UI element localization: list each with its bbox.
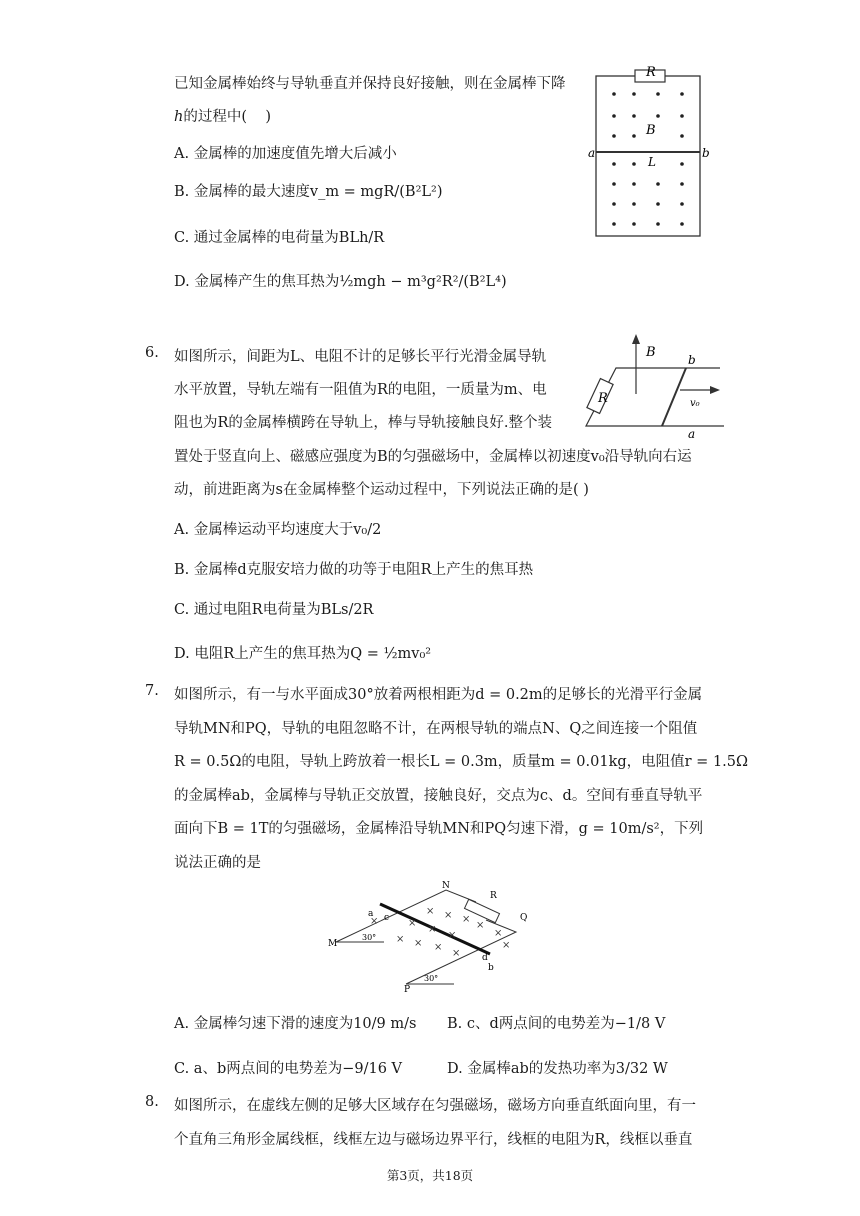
q7-figure-label-M: M (328, 939, 338, 949)
q7-figure-label-N: N (442, 881, 450, 891)
q5-figure-rail-diagram (588, 60, 712, 240)
q7-option-c: C. a、b两点间的电势差为−9/16 V (174, 1061, 403, 1077)
q7-figure-label-b: b (488, 963, 494, 973)
svg-text:×: × (444, 910, 453, 921)
q6-figure-label-b: b (688, 353, 696, 367)
q5-option-b: B. 金属棒的最大速度v_m = mgR/(B²L²) (174, 184, 443, 200)
q7-figure-label-a: a (368, 909, 374, 919)
svg-text:×: × (426, 906, 435, 917)
q5-figure-label-b: b (702, 146, 710, 160)
q5-stem-line-2: h的过程中( ) (174, 109, 272, 125)
page-footer: 第3页，共18页 (386, 1168, 474, 1183)
svg-text:×: × (448, 930, 457, 941)
q8-number: 8. (145, 1094, 159, 1110)
q7-option-d: D. 金属棒ab的发热功率为3/32 W (447, 1061, 668, 1077)
svg-text:×: × (502, 940, 511, 951)
q7-option-a: A. 金属棒匀速下滑的速度为10/9 m/s (174, 1016, 417, 1032)
q7-stem-line-2: 导轨MN和PQ，导轨的电阻忽略不计，在两根导轨的端点N、Q之间连接一个阻值 (174, 721, 698, 737)
q7-number: 7. (145, 683, 159, 699)
svg-text:×: × (370, 916, 379, 927)
svg-text:×: × (434, 942, 443, 953)
svg-text:×: × (414, 938, 423, 949)
svg-text:×: × (428, 924, 437, 935)
q6-stem-line-3: 阻也为R的金属棒横跨在导轨上，棒与导轨接触良好.整个装 (174, 415, 553, 431)
q5-option-a: A. 金属棒的加速度值先增大后减小 (174, 146, 397, 162)
q5-option-d: D. 金属棒产生的焦耳热为½mgh − m³g²R²/(B²L⁴) (174, 274, 507, 290)
q5-figure-label-a: a (588, 146, 596, 160)
q6-stem-line-5: 动，前进距离为s在金属棒整个运动过程中，下列说法正确的是( ) (174, 482, 589, 498)
q7-stem-line-4: 的金属棒ab，金属棒与导轨正交放置，接触良好，交点为c、d。空间有垂直导轨平 (174, 788, 703, 804)
q7-figure-label-d: d (482, 953, 488, 963)
svg-text:×: × (452, 948, 461, 959)
q7-figure-label-R: R (490, 891, 497, 901)
svg-text:×: × (462, 914, 471, 925)
q7-stem-line-6: 说法正确的是 (174, 855, 261, 871)
svg-text:×: × (476, 920, 485, 931)
q8-stem-line-1: 如图所示，在虚线左侧的足够大区域存在匀强磁场，磁场方向垂直纸面向里，有一 (174, 1098, 696, 1114)
q5-figure-label-L: L (648, 155, 656, 169)
q7-figure-angle-bottom: 30° (424, 974, 439, 983)
q7-figure-angle-top: 30° (362, 933, 377, 942)
q6-figure-label-R: R (598, 391, 608, 406)
q6-option-b: B. 金属棒d克服安培力做的功等于电阻R上产生的焦耳热 (174, 562, 534, 578)
q6-stem-line-2: 水平放置，导轨左端有一阻值为R的电阻，一质量为m、电 (174, 382, 547, 398)
svg-text:×: × (396, 934, 405, 945)
q5-option-c: C. 通过金属棒的电荷量为BLh/R (174, 230, 385, 246)
q5-stem-line-1: 已知金属棒始终与导轨垂直并保持良好接触，则在金属棒下降 (174, 76, 566, 92)
svg-text:×: × (494, 928, 503, 939)
q5-figure-label-R: R (646, 65, 656, 80)
q7-option-b: B. c、d两点间的电势差为−1/8 V (447, 1016, 666, 1032)
q7-figure-label-Q: Q (520, 913, 528, 923)
q6-figure-label-a: a (688, 427, 696, 438)
q7-figure-label-P: P (404, 985, 411, 994)
q6-option-d: D. 电阻R上产生的焦耳热为Q = ½mv₀² (174, 646, 432, 662)
q7-stem-line-1: 如图所示，有一与水平面成30°放着两根相距为d = 0.2m的足够长的光滑平行金属 (174, 687, 703, 703)
q7-stem-line-5: 面向下B = 1T的匀强磁场，金属棒沿导轨MN和PQ匀速下滑，g = 10m/s²，下列 (174, 821, 704, 837)
svg-text:×: × (408, 918, 417, 929)
q6-figure-label-v: v₀ (690, 398, 700, 409)
q6-figure-rail-diagram (574, 334, 734, 438)
q6-option-c: C. 通过电阻R电荷量为BLs/2R (174, 602, 374, 618)
q7-stem-line-3: R = 0.5Ω的电阻，导轨上跨放着一根长L = 0.3m，质量m = 0.01kg，电阻值r = 1.5Ω (174, 754, 749, 770)
q6-number: 6. (145, 345, 159, 361)
q5-figure-label-B: B (646, 123, 656, 138)
q6-stem-line-1: 如图所示，间距为L、电阻不计的足够长平行光滑金属导轨 (174, 349, 547, 365)
q5-stem-tail: 的过程中( ) (183, 109, 272, 125)
q7-figure-incline-diagram (326, 880, 536, 994)
q6-stem-line-4: 置处于竖直向上、磁感应强度为B的匀强磁场中，金属棒以初速度v₀沿导轨向右运 (174, 449, 692, 465)
q6-option-a: A. 金属棒运动平均速度大于v₀/2 (174, 522, 382, 538)
q7-figure-label-c: c (384, 913, 390, 923)
q8-stem-line-2: 个直角三角形金属线框，线框左边与磁场边界平行，线框的电阻为R，线框以垂直 (174, 1132, 693, 1148)
q6-figure-label-B: B (646, 345, 656, 360)
